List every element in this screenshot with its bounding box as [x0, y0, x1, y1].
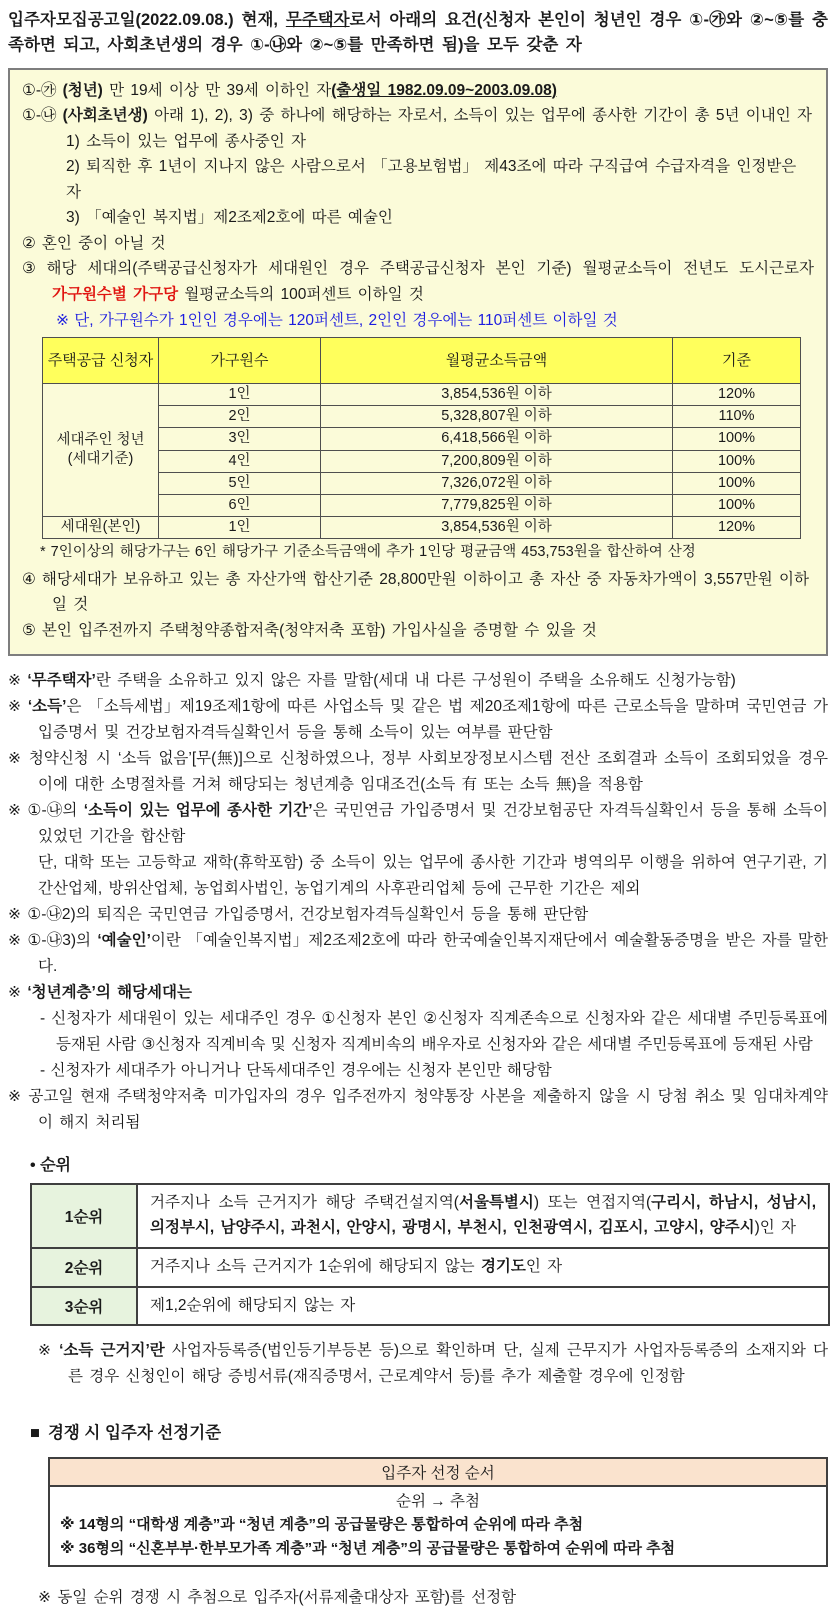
rank-heading-label: 순위: [40, 1157, 71, 1175]
note-text: 청약신청 시 ‘소득 없음’[무(無)]으로 신청하였으나, 정부 사회보장정보시스템 전산 조회결과 소득이 조회되었을 경우 이에 대한 소명절차를 거쳐 해당되는 청년계층 임대조건(소득 有 또는 소득 無)을 적용함: [28, 749, 828, 793]
group-label-line1: 세대주인 청년: [56, 431, 145, 448]
note-youth-household: [8, 980, 828, 1006]
note-subscription-account: [8, 1084, 828, 1136]
rank-text-part: )인 자: [754, 1218, 797, 1236]
note-text: 동일 순위 경쟁 시 추첨으로 입주자(서류제출대상자 포함)를 선정함: [57, 1588, 517, 1606]
note-artist: [8, 928, 828, 980]
item-number: ①-㉮: [22, 81, 57, 99]
requirement-item-5: [22, 618, 814, 644]
income-emphasis-red: 가구원수별 가구당: [52, 286, 179, 303]
selection-note-type14: ※ 14형의 “대학생 계층”과 “청년 계층”의 공급물량은 통합하여 순위에 따라 추첨: [60, 1516, 584, 1534]
requirement-item-3-line2: [52, 282, 814, 308]
cell-members: 6인: [159, 494, 321, 516]
table-row: [43, 384, 801, 406]
cell-standard: 120%: [673, 384, 801, 406]
cell-members: 4인: [159, 450, 321, 472]
item-text: 본인 입주전까지 주택청약종합저축(청약저축 포함) 가입사실을 증명할 수 있을 것: [41, 622, 597, 640]
note-employment-period: [8, 798, 828, 850]
selection-note-type36: ※ 36형의 “신혼부부·한부모가족 계층”과 “청년 계층”의 공급물량은 통합하여 순위에 따라 추첨: [60, 1539, 676, 1557]
cell-income: 6,418,566원 이하: [321, 428, 673, 450]
rank-row-3: [31, 1287, 829, 1326]
note-text: ①-㉯의: [27, 801, 84, 819]
note-text: 이란 「예술인복지법」제2조제2호에 따라 한국예술인복지재단에서 예술활동증명을 받은 자를 말한다.: [38, 931, 828, 975]
note-marker: ※: [8, 671, 21, 689]
cell-members: 1인: [159, 516, 321, 538]
note-income-definition: [8, 694, 828, 746]
note-youth-household-sub1: - 신청자가 세대원이 있는 세대주인 경우 ①신청자 본인 ②신청자 직계존속으로 신청자와 같은 세대별 주민등록표에 등재된 사람 ③신청자 직계비속 및 신청자 직계비속의 배우자로 신청자와 같은 세대별 주민등록표에 등재된 사람: [40, 1010, 828, 1054]
note-text: 은 「소득세법」제19조제1항에 따른 사업소득 및 같은 법 제20조제1항에 따른 근로소득을 말하며 국민연금 가입증명서 및 건강보험자격득실확인서 등을 통해 소득이 있는 여부를 판단함: [38, 697, 828, 741]
note-marker: ※: [8, 983, 21, 1001]
cell-income: 3,854,536원 이하: [321, 384, 673, 406]
note-marker: ※: [38, 1342, 52, 1360]
cell-members: 2인: [159, 406, 321, 428]
requirements-box: [8, 68, 828, 656]
note-employment-period-exception: 단, 대학 또는 고등학교 재학(휴학포함) 중 소득이 있는 업무에 종사한 기간과 병역의무 이행을 위하여 연구기관, 기간산업체, 방위산업체, 농업회사법인, 농업기계의 사후관리업체 등에 근무한 기간은 제외: [38, 853, 828, 897]
note-retirement: [8, 902, 828, 928]
note-text: 란 주택을 소유하고 있지 않은 자를 말함(세대 내 다른 구성원이 주택을 소유해도 신청가능함): [95, 671, 736, 689]
tie-break-note: [38, 1585, 828, 1607]
item-text: 만 19세 이상 만 39세 이하인 자: [102, 81, 332, 99]
cell-members: 1인: [159, 384, 321, 406]
header-household-members: 가구원수: [159, 338, 321, 384]
rank-text-part: ) 또는 연접지역(: [533, 1194, 652, 1212]
intro-underlined-term: 무주택자: [285, 11, 350, 29]
note-text: 은 국민연금 가입증명서 및 건강보험공단 자격득실확인서 등을 통해 소득이 있었던 기간을 합산함: [38, 801, 828, 845]
rank-1-text: [137, 1184, 829, 1248]
requirement-item-2: [22, 231, 814, 257]
note-marker: ※: [8, 905, 21, 923]
rank-3-text: 제1,2순위에 해당되지 않는 자: [137, 1287, 829, 1326]
note-bold-term: ‘청년계층’의 해당세대는: [27, 983, 192, 1001]
rank-text-part: 거주지나 소득 근거지가 해당 주택건설지역(: [150, 1194, 459, 1212]
item-label: (청년): [62, 81, 103, 99]
note-no-house: [8, 668, 828, 694]
note-bold-term: ‘소득 근거지’란: [59, 1342, 165, 1360]
note-bold-term: ‘소득’: [27, 697, 67, 715]
note-text: ①-㉯2)의 퇴직은 국민연금 가입증명서, 건강보험자격득실확인서 등을 통해 판단함: [27, 905, 589, 923]
cell-members: 3인: [159, 428, 321, 450]
note-marker: ※: [8, 697, 22, 715]
group-label-line2: (세대기준): [67, 451, 134, 467]
cell-income: 5,328,807원 이하: [321, 406, 673, 428]
cell-standard: 110%: [673, 406, 801, 428]
item-text: 혼인 중이 아닐 것: [41, 234, 166, 252]
rank-row-1: [31, 1184, 829, 1248]
cell-income: 7,200,809원 이하: [321, 450, 673, 472]
rank-2-text: [137, 1248, 829, 1287]
table-footnote: * 7인이상의 해당가구는 6인 해당가구 기준소득금액에 추가 1인당 평균금액 453,753원을 합산하여 산정: [40, 544, 696, 560]
table-header-row: [43, 338, 801, 384]
item-number: ②: [22, 234, 36, 252]
note-no-income-claim: [8, 746, 828, 798]
rank-table: [30, 1183, 830, 1326]
requirement-item-youth: [22, 78, 814, 104]
note-text: 사업자등록증(법인등기부등본 등)으로 확인하며 단, 실제 근무지가 사업자등록증의 소재지와 다른 경우 신청인이 해당 증빙서류(재직증명서, 근로계약서 등)를 추가 제출할 경우에 인정함: [68, 1342, 828, 1385]
income-standard-table: [42, 337, 801, 539]
note-marker: ※: [8, 931, 22, 949]
note-text: 공고일 현재 주택청약저축 미가입자의 경우 입주전까지 청약통장 사본을 제출하지 않을 시 당첨 취소 및 임대차계약이 해지 처리됨: [28, 1088, 828, 1132]
note-marker: ※: [8, 801, 22, 819]
newcomer-sub-item: 1) 소득이 있는 업무에 종사중인 자: [66, 132, 306, 150]
note-youth-household-sub2: - 신청자가 세대주가 아니거나 단독세대주인 경우에는 신청자 본인만 해당함: [40, 1062, 552, 1080]
group-label-household-member: 세대원(본인): [43, 516, 159, 538]
rank-text-part: 거주지나 소득 근거지가 1순위에 해당되지 않는: [150, 1257, 481, 1275]
bullet-icon: •: [30, 1157, 36, 1175]
note-text: ①-㉯3)의: [27, 931, 98, 949]
selection-heading-label: 경쟁 시 입주자 선정기준: [47, 1424, 222, 1443]
cell-standard: 120%: [673, 516, 801, 538]
rank-1-label: 1순위: [31, 1184, 137, 1248]
notes-section: [8, 668, 828, 1137]
birthdate-range: (출생일 1982.09.09~2003.09.08): [331, 81, 557, 99]
intro-text-2: 로서 아래의 요건(신청자 본인이 청년인 경우 ①-㉮와 ②~⑤를 충족하면 되고, 사회초년생의 경우 ①-㉯와 ②~⑤를 만족하면 됨)을 모두 갖춘 자: [8, 11, 828, 54]
rank-region-gyeonggi: 경기도: [480, 1257, 526, 1275]
note-marker: ※: [8, 1088, 22, 1106]
header-standard: 기준: [673, 338, 801, 384]
cell-standard: 100%: [673, 428, 801, 450]
item-text: 월평균소득의 100퍼센트 이하일 것: [178, 286, 424, 303]
note-bold-term: ‘예술인’: [97, 931, 151, 949]
rank-heading: [30, 1152, 828, 1175]
selection-heading: [30, 1419, 828, 1443]
cell-income: 7,326,072원 이하: [321, 472, 673, 494]
selection-order-table: [48, 1457, 828, 1567]
cell-income: 3,854,536원 이하: [321, 516, 673, 538]
newcomer-sub-item: 2) 퇴직한 후 1년이 지나지 않은 사람으로서 「고용보험법」 제43조에 따라 구직급여 수급자격을 인정받은 자: [66, 158, 797, 201]
item-text: 아래 1), 2), 3) 중 하나에 해당하는 자로서, 소득이 있는 업무에 종사한 기간이 총 5년 이내인 자: [147, 107, 812, 125]
newcomer-sub-item: 3) 「예술인 복지법」제2조제2호에 따른 예술인: [66, 209, 393, 227]
note-bold-term: ‘소득이 있는 업무에 종사한 기간’: [83, 801, 313, 819]
item-number: ④: [22, 570, 36, 588]
intro-text-1: 입주자모집공고일(2022.09.08.) 현재,: [8, 11, 286, 29]
selection-table-header: 입주자 선정 순서: [50, 1459, 826, 1487]
rank-adjacent-regions: 구리시, 하남시, 성남시, 의정부시, 남양주시, 과천시, 안양시, 광명시, 부천시, 인천광역시, 김포시, 고양시, 양주시: [150, 1194, 816, 1236]
rank-text-part: 인 자: [525, 1257, 563, 1275]
item-number: ⑤: [22, 622, 36, 640]
square-bullet-icon: ■: [30, 1424, 40, 1443]
cell-standard: 100%: [673, 494, 801, 516]
income-base-note: [38, 1338, 828, 1389]
item-label: (사회초년생): [62, 107, 148, 125]
rank-row-2: [31, 1248, 829, 1287]
cell-income: 7,779,825원 이하: [321, 494, 673, 516]
table-row: [43, 516, 801, 538]
income-exception-note: ※ 단, 가구원수가 1인인 경우에는 120퍼센트, 2인인 경우에는 110퍼센트 이하일 것: [56, 311, 618, 329]
cell-standard: 100%: [673, 472, 801, 494]
rank-2-label: 2순위: [31, 1248, 137, 1287]
header-applicant: 주택공급 신청자: [43, 338, 159, 384]
group-label-householder-youth: [43, 384, 159, 517]
rank-3-label: 3순위: [31, 1287, 137, 1326]
cell-members: 5인: [159, 472, 321, 494]
header-monthly-income: 월평균소득금액: [321, 338, 673, 384]
item-number: ③: [22, 260, 41, 278]
item-text: 해당세대가 보유하고 있는 총 자산가액 합산기준 28,800만원 이하이고 총 자산 중 자동차가액이 3,557만원 이하 일 것: [41, 570, 810, 614]
item-number: ①-㉯: [22, 107, 57, 125]
intro-paragraph: [8, 8, 828, 58]
requirement-item-newcomer: [22, 103, 814, 129]
note-bold-term: ‘무주택자’: [27, 671, 96, 689]
requirement-item-3: [22, 256, 814, 282]
cell-standard: 100%: [673, 450, 801, 472]
selection-flow: 순위 → 추첨: [395, 1493, 480, 1511]
note-marker: ※: [8, 749, 22, 767]
note-marker: ※: [38, 1588, 51, 1606]
requirement-item-4: [22, 567, 814, 618]
rank-region-seoul: 서울특별시: [458, 1194, 534, 1212]
item-text: 해당 세대의(주택공급신청자가 세대원인 경우 주택공급신청자 본인 기준) 월평균소득이 전년도 도시근로자: [46, 260, 814, 278]
